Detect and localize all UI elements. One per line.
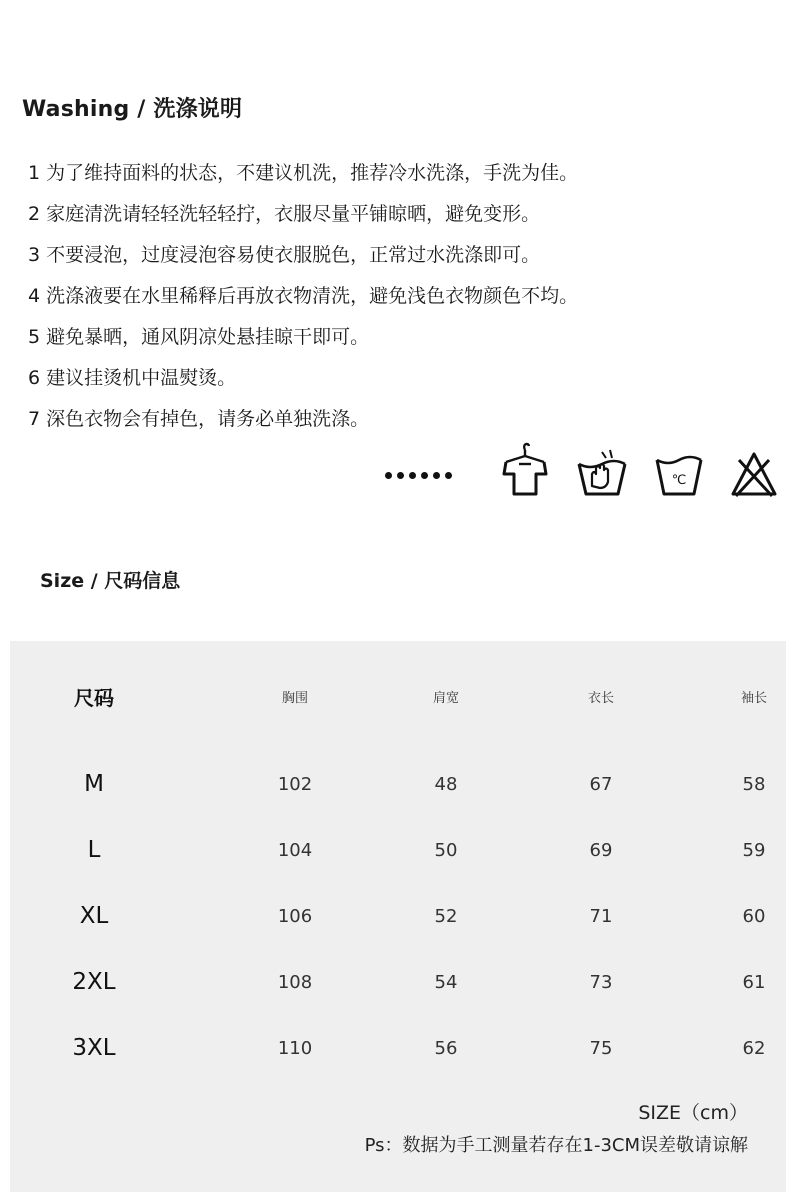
length-cell: 73 <box>589 971 613 993</box>
sleeve-cell: 62 <box>742 1037 766 1059</box>
size-table-panel <box>10 641 786 1192</box>
chest-cell: 108 <box>277 971 313 993</box>
shoulder-cell: 56 <box>434 1037 458 1059</box>
size-cell: 3XL <box>72 1035 116 1061</box>
size-cell: M <box>84 771 104 797</box>
care-instruction: 3 不要浸泡，过度浸泡容易使衣服脱色，正常过水洗涤即可。 <box>28 244 541 266</box>
table-row <box>10 1015 786 1081</box>
chest-cell: 102 <box>277 773 313 795</box>
care-instruction: 2 家庭清洗请轻轻洗轻轻拧，衣服尽量平铺晾晒，避免变形。 <box>28 203 541 225</box>
do-not-bleach-icon <box>730 440 778 498</box>
care-instruction: 7 深色衣物会有掉色，请务必单独洗涤。 <box>28 408 370 430</box>
table-row <box>10 949 786 1015</box>
length-cell: 69 <box>589 839 613 861</box>
length-cell: 71 <box>589 905 613 927</box>
header-sleeve: 袖长 <box>740 690 767 706</box>
shoulder-cell: 54 <box>434 971 458 993</box>
care-instruction: 4 洗涤液要在水里稀释后再放衣物清洗，避免浅色衣物颜色不均。 <box>28 285 579 307</box>
sleeve-cell: 61 <box>742 971 766 993</box>
header-size: 尺码 <box>74 685 114 710</box>
care-instruction: 6 建议挂烫机中温熨烫。 <box>28 367 237 389</box>
sleeve-cell: 60 <box>742 905 766 927</box>
chest-cell: 106 <box>277 905 313 927</box>
header-shoulder: 肩宽 <box>432 690 459 706</box>
hang-dry-icon <box>500 440 550 498</box>
table-header-row <box>10 641 786 751</box>
washing-title: Washing / 洗涤说明 <box>22 97 243 122</box>
length-cell: 75 <box>589 1037 613 1059</box>
hand-wash-icon <box>576 440 628 498</box>
size-cell: L <box>87 837 101 863</box>
sleeve-cell: 58 <box>742 773 766 795</box>
table-row <box>10 751 786 817</box>
shoulder-cell: 48 <box>434 773 458 795</box>
header-chest: 胸围 <box>281 690 308 706</box>
header-length: 衣长 <box>587 690 614 706</box>
shoulder-cell: 52 <box>434 905 458 927</box>
table-row <box>10 883 786 949</box>
decorative-dots <box>385 472 452 479</box>
wash-temperature-icon <box>654 440 704 498</box>
care-instruction: 1 为了维持面料的状态，不建议机洗，推荐冷水洗涤，手洗为佳。 <box>28 162 579 184</box>
shoulder-cell: 50 <box>434 839 458 861</box>
care-instructions-list <box>28 156 578 443</box>
length-cell: 67 <box>589 773 613 795</box>
chest-cell: 104 <box>277 839 313 861</box>
size-title: Size / 尺码信息 <box>40 570 181 592</box>
size-cell: 2XL <box>72 969 116 995</box>
table-row <box>10 817 786 883</box>
size-cell: XL <box>79 903 109 929</box>
sleeve-cell: 59 <box>742 839 766 861</box>
measurement-note: Ps：数据为手工测量若存在1-3CM误差敬请谅解 <box>364 1135 748 1156</box>
chest-cell: 110 <box>277 1037 313 1059</box>
svg-text:℃: ℃ <box>671 473 687 488</box>
size-unit-label: SIZE（cm） <box>638 1102 748 1124</box>
size-table <box>10 641 786 1081</box>
care-instruction: 5 避免暴晒，通风阴凉处悬挂晾干即可。 <box>28 326 370 348</box>
